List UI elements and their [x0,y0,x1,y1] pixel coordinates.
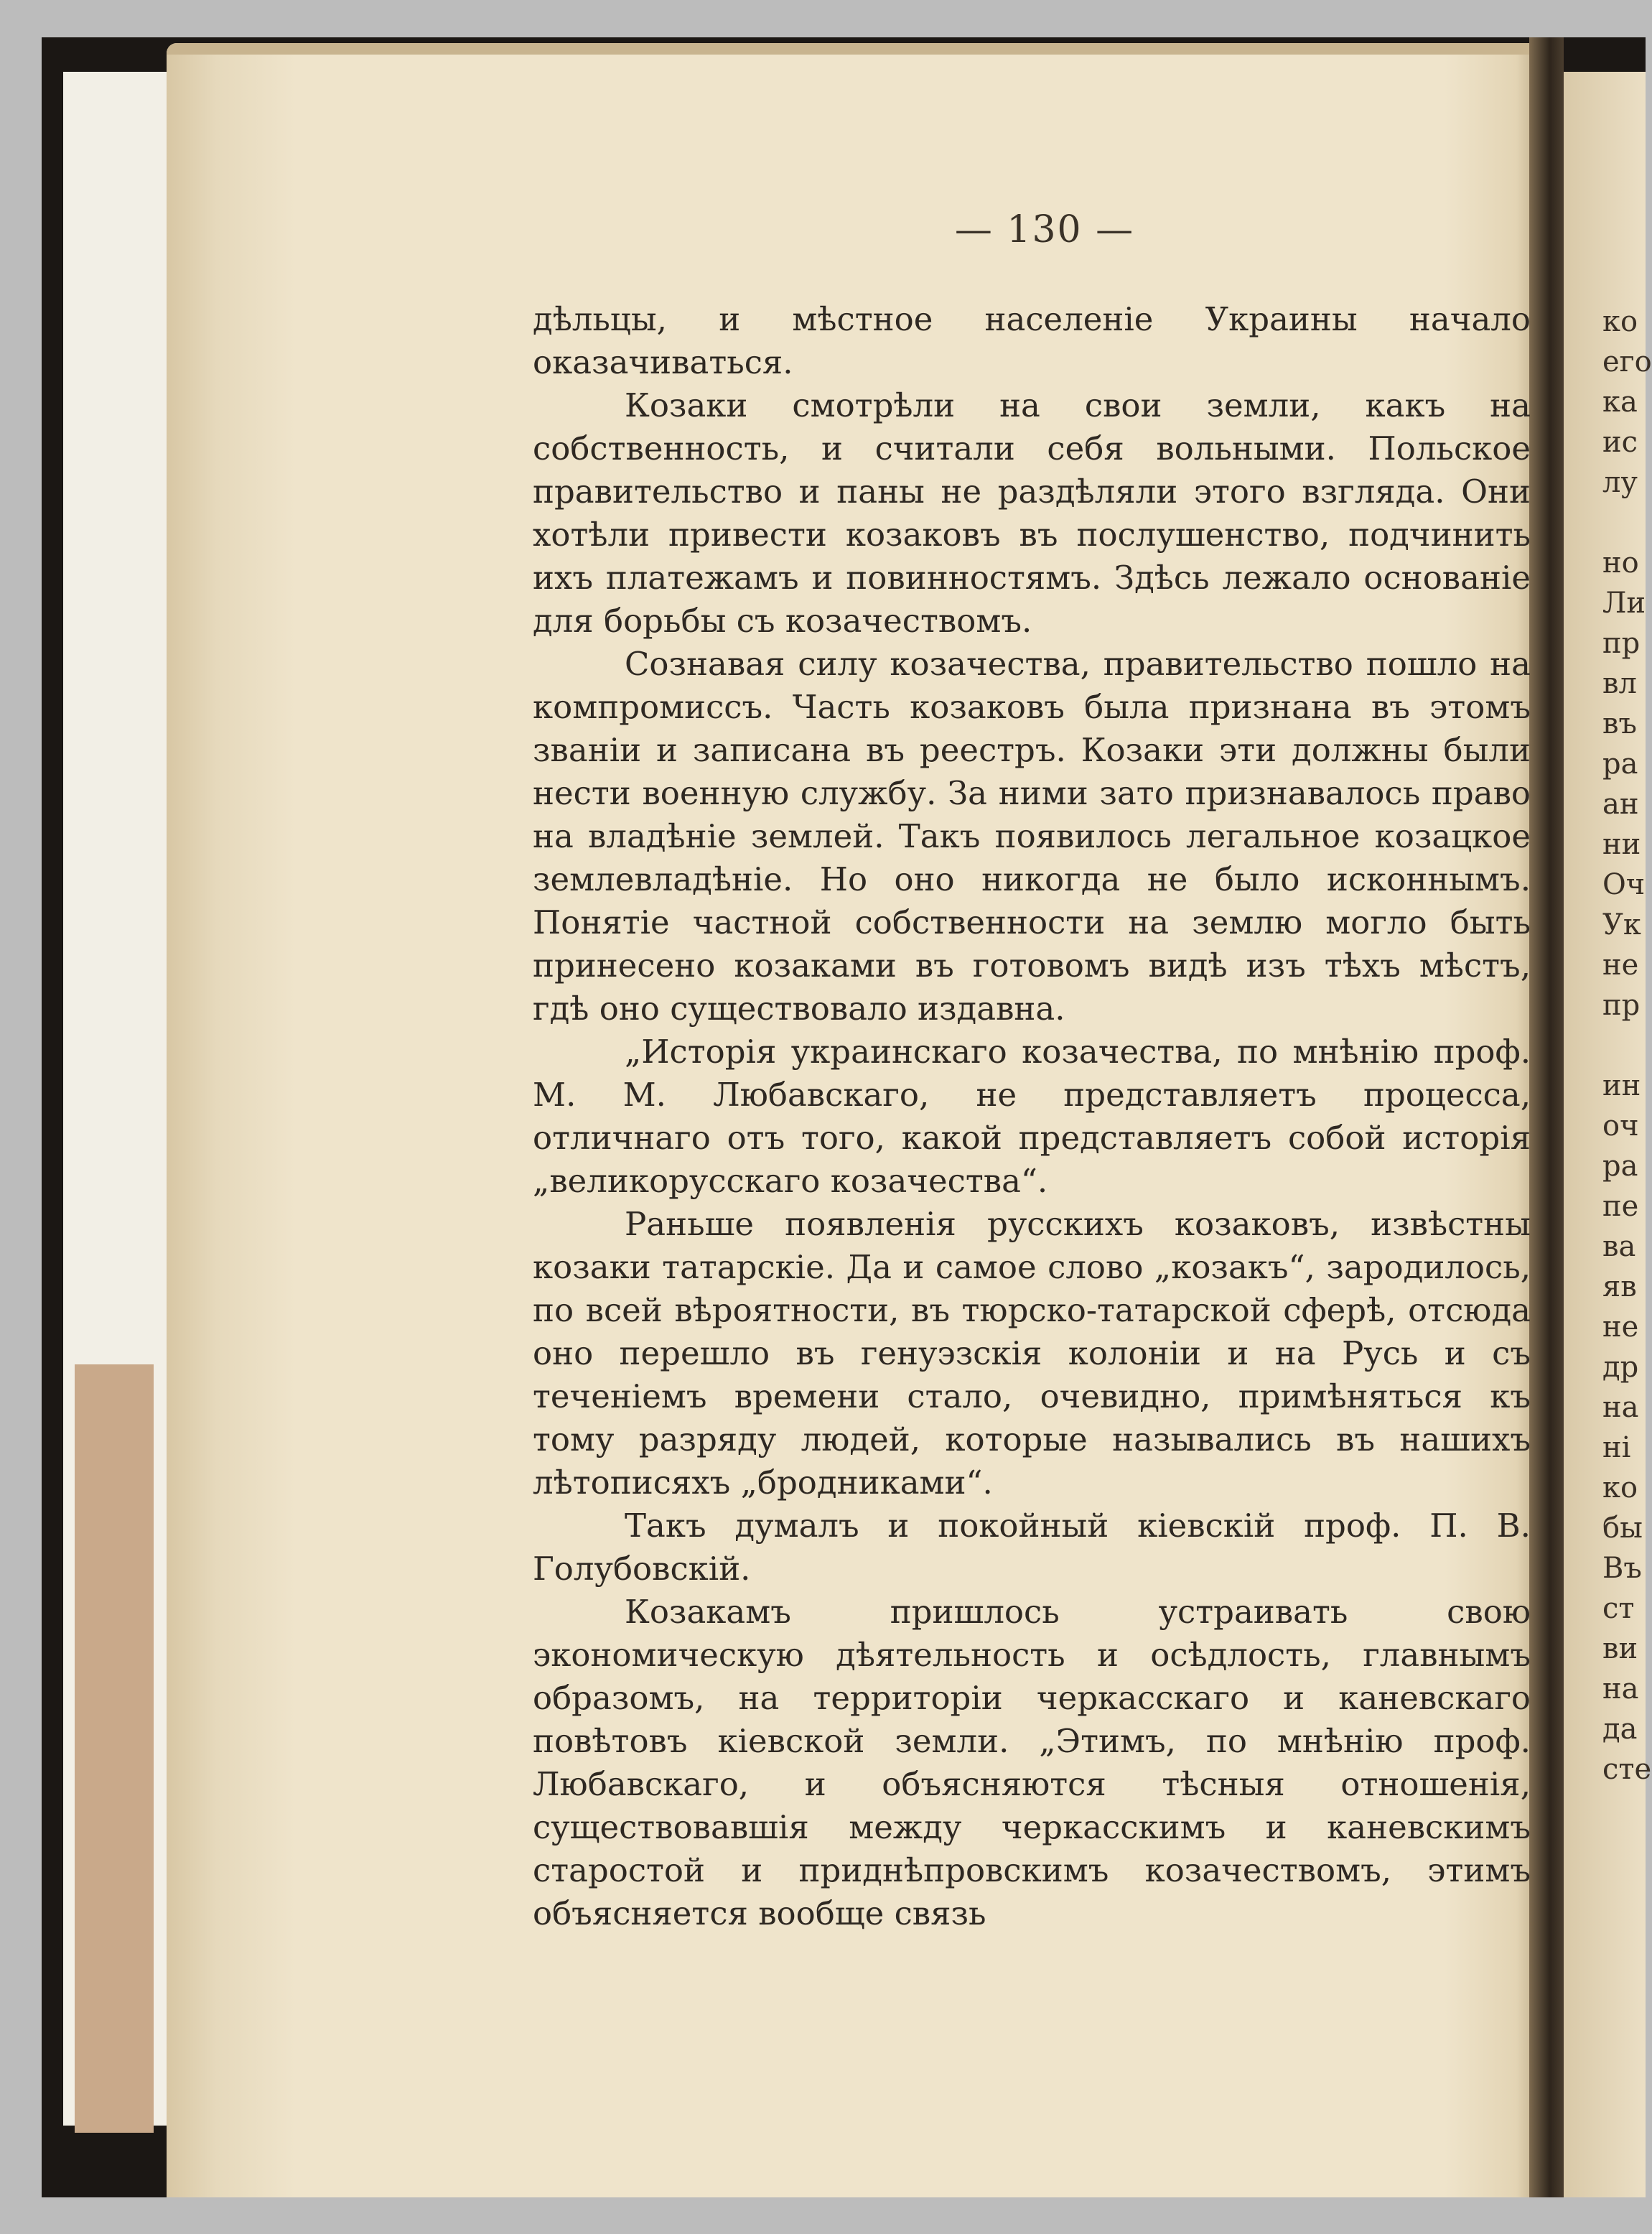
facing-page-line: не [1602,949,1639,982]
facing-page-line: пе [1602,1190,1639,1223]
facing-page-line: Ли [1602,587,1646,620]
facing-page-line: ні [1602,1431,1631,1464]
facing-page-line: въ [1602,707,1637,740]
paragraph-2: Козаки смотрѣли на свои земли, какъ на собственность, и считали себя вольными. Польское правительство и паны не раздѣляли этого взгляда. Они хотѣли привести козаковъ въ послушенство, подчинить ихъ платежамъ и повинностямъ. Здѣсь лежало основаніе для борьбы съ козачествомъ. [533,386,1531,640]
facing-page-line: Оч [1602,868,1646,901]
facing-page-line: сте [1602,1753,1652,1786]
facing-page-line [1602,1025,1646,1066]
facing-page-line: пр [1602,989,1641,1022]
facing-page-line: ви [1602,1632,1638,1665]
facing-page-line: бы [1602,1512,1643,1545]
facing-page-line: пр [1602,627,1641,660]
paragraph-1: дѣльцы, и мѣстное населеніе Украины начало оказачиваться. [533,300,1531,381]
facing-page-line: ва [1602,1230,1636,1263]
facing-page-line: на [1602,1391,1639,1424]
facing-page-line: яв [1602,1270,1637,1303]
facing-page-line: ко [1602,1471,1638,1504]
page-body-text [533,298,1531,1935]
page-number: — 130 — [954,208,1135,251]
facing-page-line: др [1602,1351,1639,1384]
facing-page-line: Въ [1602,1552,1642,1585]
facing-page-line: Ук [1602,908,1641,941]
paragraph-7: Козакамъ пришлось устраивать свою экономическую дѣятельность и осѣдлость, главнымъ образомъ, на территоріи черкасскаго и каневскаго повѣтовъ кіевской земли. „Этимъ, по мнѣнію проф. Любавскаго, и объясняются тѣсныя отношенія, существовавшія между черкасскимъ и каневскимъ старостой и приднѣпровскимъ козачествомъ, этимъ объясняется вообще связь [533,1593,1531,1932]
facing-page-line: да [1602,1713,1638,1746]
facing-page-line: ни [1602,828,1641,861]
facing-page-line: ра [1602,748,1638,781]
facing-page-line: ко [1602,305,1638,338]
facing-page-line: лу [1602,466,1638,499]
book-gutter [1529,37,1564,2197]
facing-page-line: его [1602,345,1652,378]
tan-paper-strip [75,1364,154,2133]
facing-page-fragments [1602,302,1652,1789]
facing-page-line: но [1602,546,1639,580]
facing-page-line: ка [1602,386,1638,419]
paragraph-3: Сознавая силу козачества, правительство пошло на компромиссъ. Часть козаковъ была признана въ этомъ званіи и записана въ реестръ. Козаки эти должны были нести военную службу. За ними зато признавалось право на владѣніе землей. Такъ появилось легальное козацкое землевладѣніе. Но оно никогда не было исконнымъ. Понятіе частной собственности на землю могло быть принесено козаками въ готовомъ видѣ изъ тѣхъ мѣстъ, гдѣ оно существовало издавна. [533,645,1531,1028]
facing-page-line: на [1602,1672,1639,1705]
facing-page-line: вл [1602,667,1637,700]
paragraph-4: „Исторія украинскаго козачества, по мнѣнію проф. М. М. Любавскаго, не представляетъ процесса, отличнаго отъ того, какой представляетъ собой исторія „великорусскаго козачества“. [533,1033,1531,1200]
paragraph-6: Такъ думалъ и покойный кіевскій проф. П. В. Голубовскій. [533,1507,1531,1588]
paragraph-5: Раньше появленія русскихъ козаковъ, извѣстны козаки татарскіе. Да и самое слово „козакъ“, зародилось, по всей вѣроятности, въ тюрско-татарской сферѣ, отсюда оно перешло въ генуэзскія колоніи и на Русь и съ теченіемъ времени стало, очевидно, примѣняться къ тому разряду людей, которые назывались въ нашихъ лѣтописяхъ „бродниками“. [533,1205,1531,1502]
facing-page-line: не [1602,1311,1639,1344]
facing-page-line: ра [1602,1150,1638,1183]
facing-page-line [1602,503,1646,543]
facing-page-line: ст [1602,1592,1635,1625]
facing-page-line: ин [1602,1069,1641,1102]
facing-page-line: ан [1602,788,1639,821]
page-top-edge [167,43,1544,55]
facing-page-line: оч [1602,1109,1639,1142]
facing-page-line: ис [1602,426,1638,459]
